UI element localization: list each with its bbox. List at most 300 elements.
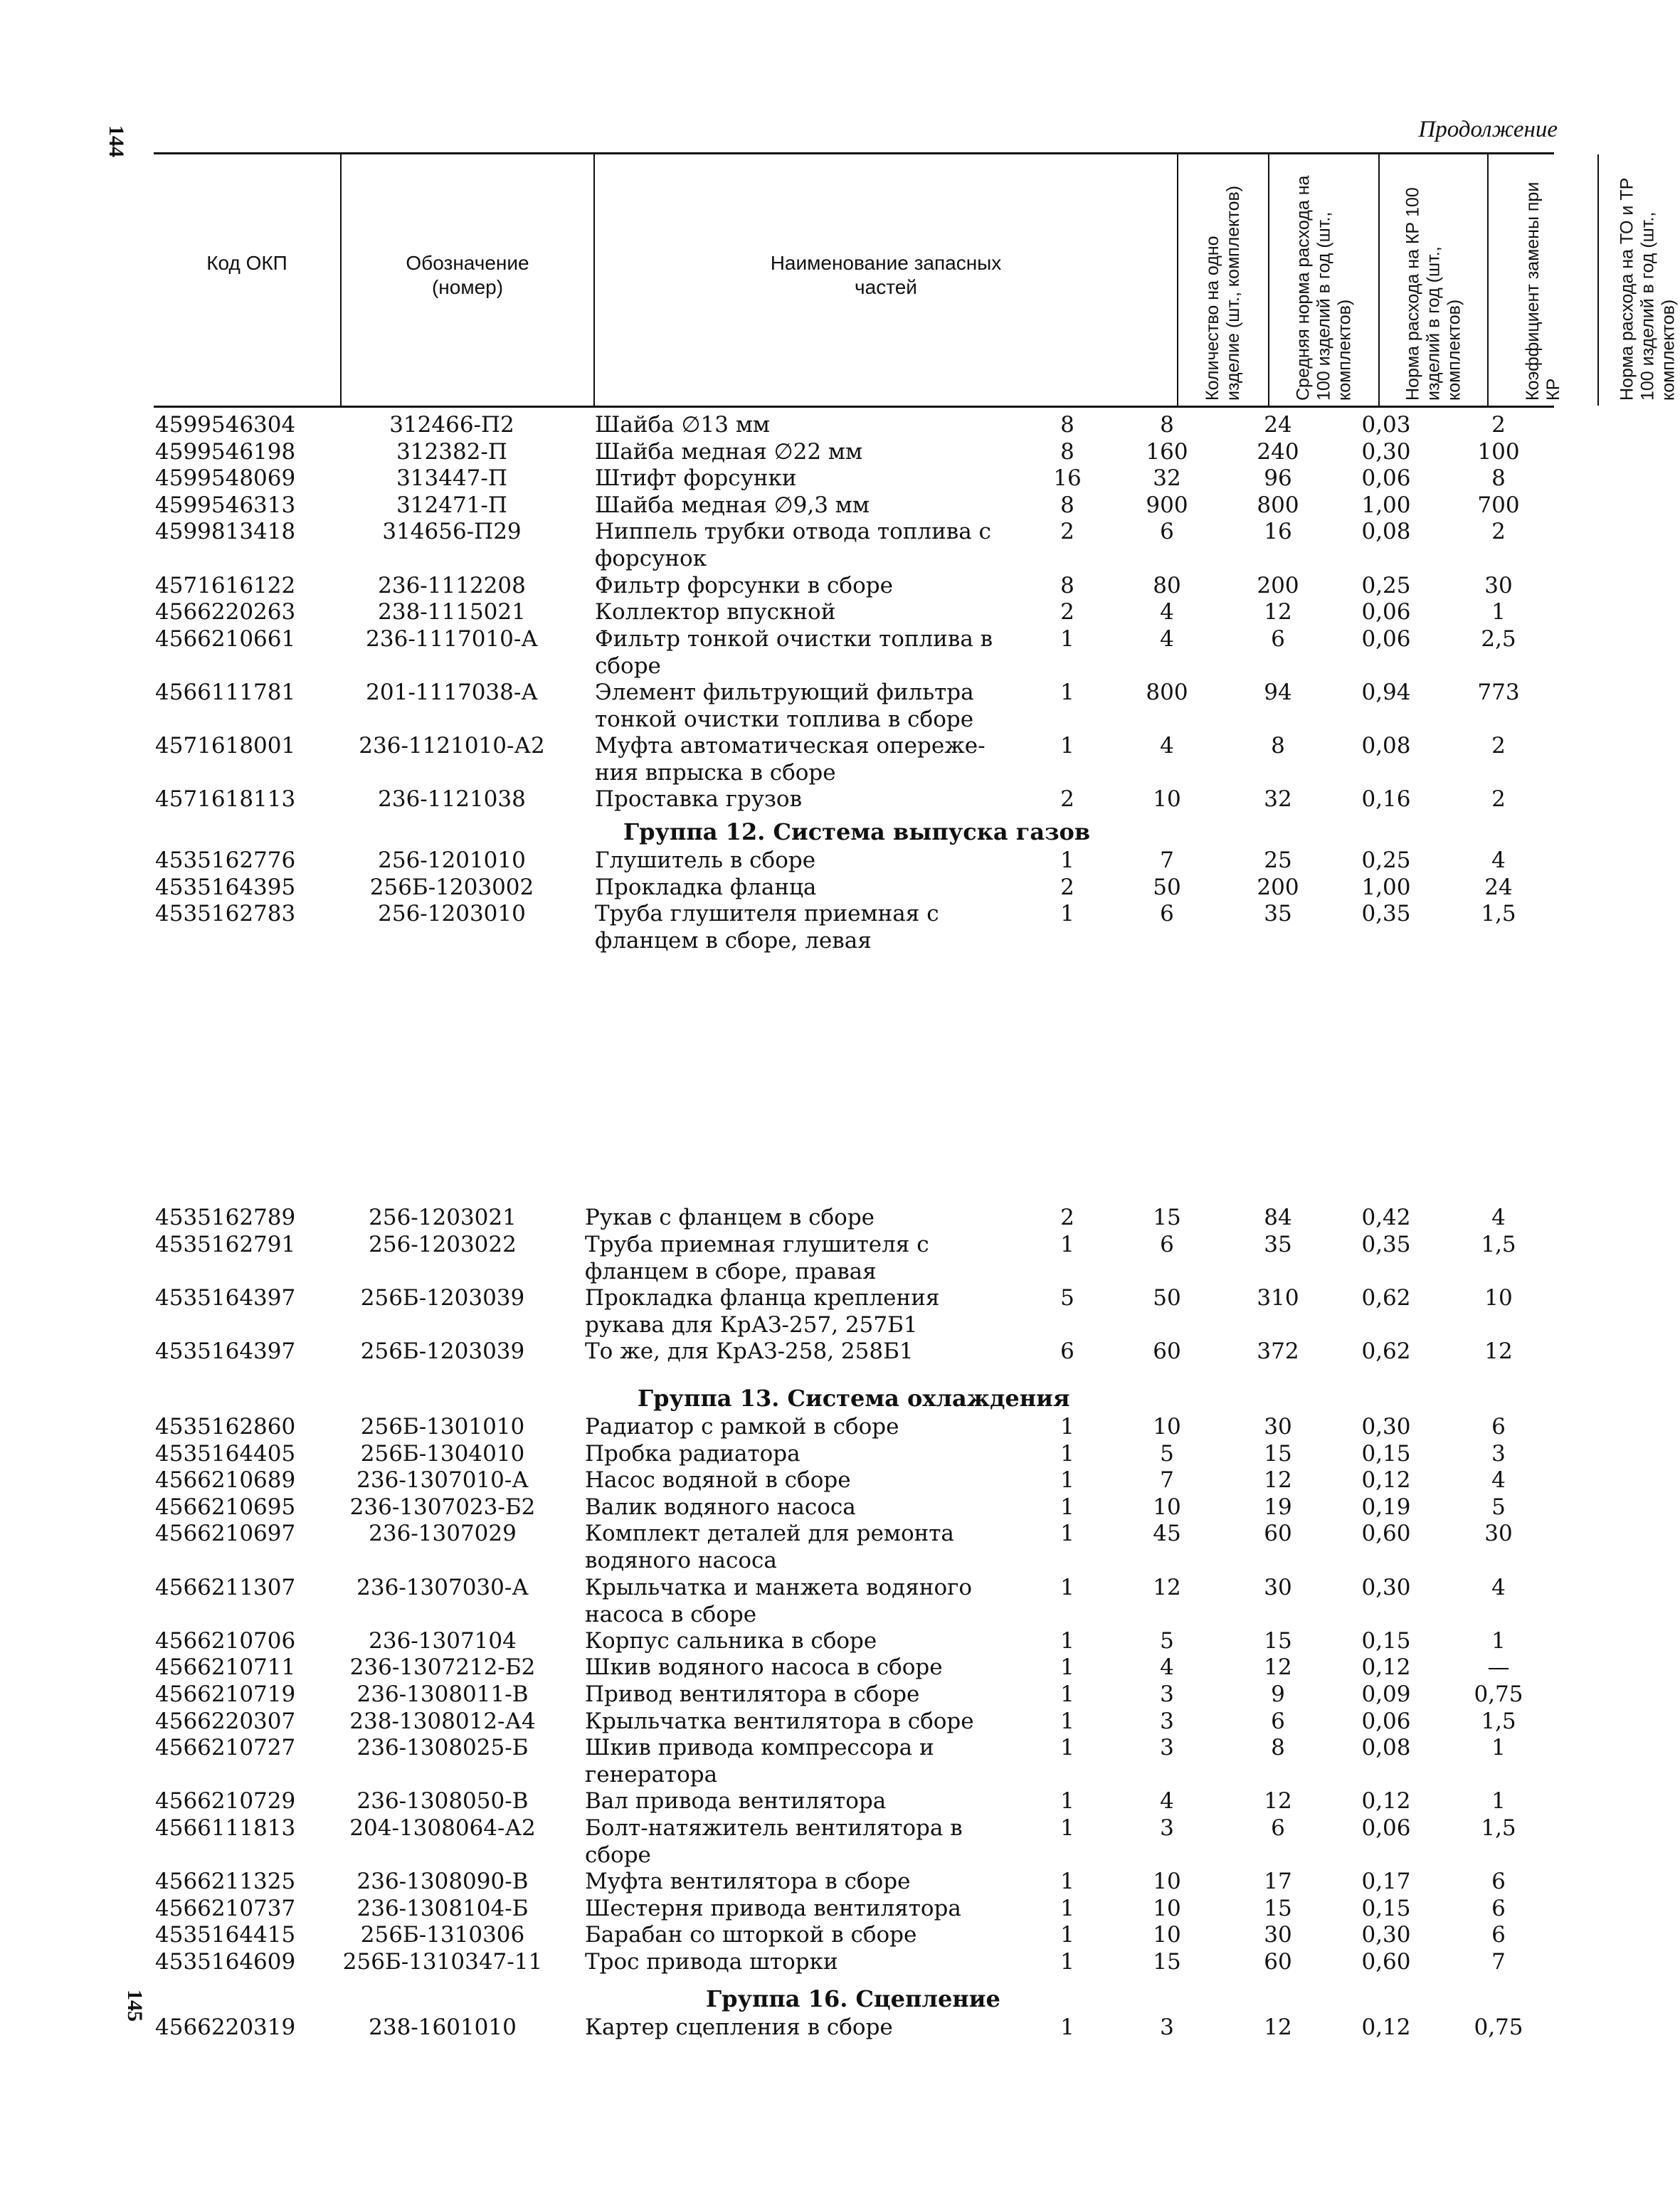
cell-avg-norm: 3: [1160, 1681, 1174, 1707]
cell-part-name: Фильтр форсунки в сборе: [595, 572, 893, 598]
cell-designation: 256-1203021: [369, 1205, 517, 1230]
cell-kr-coef: 0,12: [1361, 1788, 1411, 1815]
cell-qty: 2: [1060, 1205, 1074, 1230]
cell-kr-norm: 30: [1264, 1414, 1292, 1440]
cell-to-norm: 6: [1491, 1414, 1506, 1440]
cell-part-name: Вал привода вентилятора: [585, 1788, 887, 1815]
cell-okp-code: 4566210711: [155, 1654, 296, 1681]
cell-okp-code: 4535164609: [155, 1949, 296, 1975]
cell-part-name: Муфта вентилятора в сборе: [585, 1869, 911, 1895]
cell-avg-norm: 5: [1160, 1440, 1174, 1467]
cell-to-norm: 100: [1477, 438, 1520, 465]
cell-kr-coef: 0,19: [1361, 1494, 1411, 1520]
cell-kr-coef: 0,03: [1361, 412, 1411, 438]
cell-designation: 236-1121038: [378, 786, 526, 813]
cell-kr-norm: 25: [1264, 848, 1292, 873]
cell-part-name: Шестерня привода вентилятора: [585, 1895, 961, 1921]
cell-to-norm: 2: [1491, 786, 1506, 813]
cell-qty: 1: [1060, 1231, 1074, 1257]
cell-qty: 1: [1060, 733, 1074, 759]
cell-designation: 256Б-1310306: [360, 1922, 525, 1948]
cell-kr-coef: 0,12: [1361, 2015, 1411, 2040]
cell-to-norm: 10: [1484, 1284, 1513, 1311]
cell-okp-code: 4535164395: [155, 874, 296, 900]
cell-kr-norm: 16: [1264, 519, 1292, 545]
cell-okp-code: 4566210695: [155, 1494, 296, 1520]
cell-qty: 1: [1060, 1654, 1074, 1681]
cell-qty: 1: [1060, 680, 1074, 705]
cell-qty: 1: [1060, 848, 1074, 873]
cell-to-norm: 30: [1484, 1521, 1513, 1547]
cell-okp-code: 4566210729: [155, 1788, 296, 1815]
cell-part-name: То же, для КрАЗ-258, 258Б1: [585, 1338, 914, 1364]
cell-qty: 1: [1060, 901, 1074, 927]
cell-to-norm: 6: [1491, 1895, 1506, 1921]
cell-kr-norm: 30: [1264, 1922, 1292, 1948]
header-kr-norm: Норма расхода на КР 100 изделий в год (шт., комплектов): [1380, 154, 1489, 406]
cell-to-norm: 6: [1491, 1869, 1506, 1895]
cell-part-name: Прокладка фланца: [595, 874, 817, 900]
cell-qty: 1: [1060, 1735, 1074, 1761]
cell-to-norm: 4: [1491, 1205, 1506, 1230]
cell-kr-norm: 12: [1264, 1788, 1292, 1815]
cell-kr-coef: 0,25: [1361, 572, 1411, 598]
cell-kr-norm: 35: [1264, 1231, 1292, 1257]
cell-part-name: Трос привода шторки: [585, 1949, 838, 1975]
cell-to-norm: 7: [1491, 1949, 1506, 1975]
cell-kr-coef: 0,08: [1361, 1735, 1411, 1761]
cell-okp-code: 4566210719: [155, 1681, 296, 1707]
cell-designation: 236-1307104: [369, 1627, 517, 1654]
cell-okp-code: 4566211325: [155, 1869, 296, 1895]
cell-kr-norm: 12: [1264, 599, 1292, 625]
cell-designation: 236-1121010-А2: [359, 733, 545, 759]
cell-okp-code: 4566210661: [155, 625, 296, 652]
cell-kr-norm: 310: [1257, 1284, 1299, 1311]
cell-avg-norm: 10: [1153, 1494, 1181, 1520]
cell-kr-norm: 15: [1264, 1440, 1292, 1467]
cell-part-name: Крыльчатка вентилятора в сборе: [585, 1708, 974, 1734]
cell-part-name: Пробка радиатора: [585, 1440, 801, 1467]
cell-qty: 8: [1060, 438, 1074, 465]
cell-kr-coef: 0,42: [1361, 1205, 1411, 1230]
cell-avg-norm: 50: [1153, 1284, 1181, 1311]
cell-kr-norm: 15: [1264, 1895, 1292, 1921]
cell-avg-norm: 6: [1160, 519, 1174, 545]
cell-kr-coef: 1,00: [1361, 874, 1411, 900]
cell-part-name: Шайба ∅13 мм: [595, 412, 771, 438]
cell-qty: 1: [1060, 1627, 1074, 1654]
cell-kr-norm: 372: [1257, 1338, 1299, 1364]
cell-to-norm: 2,5: [1481, 625, 1516, 652]
cell-avg-norm: 7: [1160, 1467, 1174, 1494]
cell-qty: 2: [1060, 599, 1074, 625]
cell-okp-code: 4535164397: [155, 1284, 296, 1311]
header-kr-coef: Коэффициент замены при КР: [1489, 154, 1599, 406]
cell-kr-coef: 0,30: [1361, 438, 1411, 465]
cell-kr-coef: 0,06: [1361, 465, 1411, 492]
cell-to-norm: —: [1487, 1654, 1510, 1681]
cell-okp-code: 4571616122: [155, 572, 296, 598]
cell-kr-norm: 6: [1271, 1815, 1285, 1841]
cell-part-name: Труба глушителя приемная с фланцем в сборе, левая: [595, 901, 939, 954]
cell-avg-norm: 4: [1160, 1654, 1174, 1681]
cell-avg-norm: 3: [1160, 1815, 1174, 1841]
cell-part-name: Радиатор с рамкой в сборе: [585, 1414, 899, 1440]
cell-avg-norm: 15: [1153, 1949, 1181, 1975]
cell-kr-coef: 0,94: [1361, 680, 1411, 705]
cell-to-norm: 1: [1491, 599, 1506, 625]
cell-kr-coef: 0,17: [1361, 1869, 1411, 1895]
cell-avg-norm: 50: [1153, 874, 1181, 900]
cell-to-norm: 773: [1477, 680, 1520, 705]
cell-kr-norm: 84: [1264, 1205, 1292, 1230]
cell-designation: 236-1307029: [369, 1521, 517, 1547]
cell-part-name: Элемент фильтрующий фильтра тонкой очистки топлива в сборе: [595, 680, 974, 732]
cell-avg-norm: 10: [1153, 1869, 1181, 1895]
cell-part-name: Валик водяного насоса: [585, 1494, 856, 1520]
cell-designation: 201-1117038-А: [366, 680, 538, 705]
cell-to-norm: 4: [1491, 1467, 1506, 1494]
cell-okp-code: 4566111781: [155, 680, 296, 705]
cell-avg-norm: 10: [1153, 1922, 1181, 1948]
cell-kr-norm: 200: [1257, 572, 1299, 598]
cell-qty: 1: [1060, 1521, 1074, 1547]
cell-part-name: Шкив водяного насоса в сборе: [585, 1654, 943, 1681]
cell-okp-code: 4535164415: [155, 1922, 296, 1948]
cell-kr-coef: 0,12: [1361, 1467, 1411, 1494]
cell-designation: 236-1112208: [378, 572, 526, 598]
cell-to-norm: 24: [1484, 874, 1513, 900]
cell-kr-coef: 0,15: [1361, 1627, 1411, 1654]
cell-okp-code: 4535164405: [155, 1440, 296, 1467]
cell-okp-code: 4566210727: [155, 1735, 296, 1761]
cell-avg-norm: 15: [1153, 1205, 1181, 1230]
cell-kr-coef: 0,60: [1361, 1949, 1411, 1975]
cell-qty: 16: [1053, 465, 1082, 492]
cell-kr-norm: 17: [1264, 1869, 1292, 1895]
cell-avg-norm: 3: [1160, 2015, 1174, 2040]
cell-qty: 1: [1060, 1922, 1074, 1948]
cell-okp-code: 4566210697: [155, 1521, 296, 1547]
cell-to-norm: 1,5: [1481, 1231, 1516, 1257]
cell-to-norm: 1: [1491, 1627, 1506, 1654]
cell-kr-norm: 12: [1264, 2015, 1292, 2040]
cell-kr-norm: 60: [1264, 1521, 1292, 1547]
cell-to-norm: 12: [1484, 1338, 1513, 1364]
cell-designation: 236-1308011-В: [356, 1681, 529, 1707]
header-to-norm: Норма расхода на ТО и ТР 100 изделий в год (шт., комплектов): [1617, 177, 1678, 401]
cell-part-name: Муфта автоматическая опереже-ния впрыска в сборе: [595, 733, 986, 786]
group-13-heading: Группа 13. Система охлаждения: [638, 1385, 1070, 1412]
cell-to-norm: 6: [1491, 1922, 1506, 1948]
cell-part-name: Шайба медная ∅22 мм: [595, 438, 863, 465]
cell-avg-norm: 4: [1160, 625, 1174, 652]
cell-okp-code: 4571618001: [155, 733, 296, 759]
cell-okp-code: 4535162789: [155, 1205, 296, 1230]
cell-part-name: Штифт форсунки: [595, 465, 797, 492]
cell-kr-norm: 96: [1264, 465, 1292, 492]
header-okp-code: Код ОКП: [154, 154, 342, 406]
cell-designation: 238-1308012-А4: [349, 1708, 536, 1734]
cell-to-norm: 1,5: [1481, 901, 1516, 927]
cell-okp-code: 4566220319: [155, 2015, 296, 2040]
cell-kr-norm: 15: [1264, 1627, 1292, 1654]
cell-kr-norm: 30: [1264, 1574, 1292, 1600]
cell-avg-norm: 10: [1153, 786, 1181, 813]
continuation-label: Продолжение: [1418, 117, 1558, 142]
cell-avg-norm: 800: [1146, 680, 1188, 705]
cell-designation: 236-1307023-Б2: [349, 1494, 536, 1520]
cell-to-norm: 2: [1491, 733, 1506, 759]
cell-kr-coef: 0,06: [1361, 1815, 1411, 1841]
cell-part-name: Ниппель трубки отвода топлива с форсунок: [595, 519, 991, 572]
cell-kr-norm: 6: [1271, 1708, 1285, 1734]
header-qty: Количество на одно изделие (шт., комплектов): [1178, 154, 1269, 406]
cell-kr-coef: 0,08: [1361, 519, 1411, 545]
cell-okp-code: 4571618113: [155, 786, 296, 813]
cell-kr-coef: 0,15: [1361, 1895, 1411, 1921]
cell-avg-norm: 10: [1153, 1895, 1181, 1921]
cell-kr-coef: 0,06: [1361, 625, 1411, 652]
cell-designation: 313447-П: [396, 465, 507, 492]
cell-part-name: Болт-натяжитель вентилятора в сборе: [585, 1815, 963, 1868]
cell-part-name: Корпус сальника в сборе: [585, 1627, 877, 1654]
cell-avg-norm: 12: [1153, 1574, 1181, 1600]
cell-designation: 236-1308050-В: [356, 1788, 529, 1815]
cell-qty: 1: [1060, 625, 1074, 652]
cell-to-norm: 0,75: [1474, 2015, 1523, 2040]
cell-kr-norm: 24: [1264, 412, 1292, 438]
cell-qty: 1: [1060, 2015, 1074, 2040]
cell-kr-norm: 8: [1271, 1735, 1285, 1761]
cell-kr-norm: 12: [1264, 1654, 1292, 1681]
cell-kr-norm: 8: [1271, 733, 1285, 759]
cell-designation: 312382-П: [396, 438, 507, 465]
cell-qty: 5: [1060, 1284, 1074, 1311]
cell-kr-norm: 200: [1257, 874, 1299, 900]
cell-avg-norm: 45: [1153, 1521, 1181, 1547]
cell-okp-code: 4566210689: [155, 1467, 296, 1494]
cell-kr-norm: 800: [1257, 492, 1299, 518]
cell-designation: 256-1203022: [369, 1231, 517, 1257]
cell-to-norm: 1,5: [1481, 1815, 1516, 1841]
cell-to-norm: 30: [1484, 572, 1513, 598]
cell-part-name: Комплект деталей для ремонта водяного насоса: [585, 1521, 954, 1574]
cell-part-name: Фильтр тонкой очистки топлива в сборе: [595, 625, 993, 679]
cell-kr-norm: 240: [1257, 438, 1299, 465]
cell-part-name: Труба приемная глушителя с фланцем в сборе, правая: [585, 1231, 929, 1284]
cell-okp-code: 4566111813: [155, 1815, 296, 1841]
cell-kr-norm: 60: [1264, 1949, 1292, 1975]
cell-okp-code: 4599546198: [155, 438, 296, 465]
cell-qty: 1: [1060, 1440, 1074, 1467]
cell-part-name: Шайба медная ∅9,3 мм: [595, 492, 870, 518]
cell-avg-norm: 3: [1160, 1708, 1174, 1734]
group-16-heading: Группа 16. Сцепление: [706, 1985, 1000, 2012]
cell-kr-norm: 19: [1264, 1494, 1292, 1520]
cell-kr-coef: 0,35: [1361, 901, 1411, 927]
cell-designation: 236-1307212-Б2: [349, 1654, 536, 1681]
cell-designation: 312466-П2: [389, 412, 514, 438]
cell-to-norm: 0,75: [1474, 1681, 1523, 1707]
cell-qty: 2: [1060, 519, 1074, 545]
cell-to-norm: 1: [1491, 1788, 1506, 1815]
cell-kr-norm: 35: [1264, 901, 1292, 927]
cell-qty: 1: [1060, 1869, 1074, 1895]
cell-kr-norm: 9: [1271, 1681, 1285, 1707]
cell-avg-norm: 3: [1160, 1735, 1174, 1761]
cell-okp-code: 4599546313: [155, 492, 296, 518]
cell-designation: 256Б-1203002: [369, 874, 534, 900]
cell-avg-norm: 900: [1146, 492, 1188, 518]
cell-avg-norm: 80: [1153, 572, 1181, 598]
cell-kr-coef: 0,62: [1361, 1284, 1411, 1311]
cell-avg-norm: 4: [1160, 1788, 1174, 1815]
header-name: Наименование запасных частей: [595, 154, 1178, 406]
cell-to-norm: 5: [1491, 1494, 1506, 1520]
cell-kr-coef: 0,06: [1361, 599, 1411, 625]
cell-qty: 8: [1060, 492, 1074, 518]
cell-qty: 1: [1060, 1895, 1074, 1921]
cell-qty: 1: [1060, 1708, 1074, 1734]
cell-kr-coef: 0,16: [1361, 786, 1411, 813]
cell-part-name: Крыльчатка и манжета водяного насоса в сборе: [585, 1574, 973, 1627]
cell-part-name: Прокладка фланца крепления рукава для КрАЗ-257, 257Б1: [585, 1284, 940, 1338]
cell-designation: 256Б-1203039: [360, 1338, 525, 1364]
cell-kr-coef: 0,30: [1361, 1414, 1411, 1440]
cell-avg-norm: 5: [1160, 1627, 1174, 1654]
cell-part-name: Привод вентилятора в сборе: [585, 1681, 920, 1707]
cell-okp-code: 4566211307: [155, 1574, 296, 1600]
cell-kr-coef: 0,62: [1361, 1338, 1411, 1364]
cell-qty: 1: [1060, 1949, 1074, 1975]
cell-qty: 1: [1060, 1414, 1074, 1440]
cell-designation: 236-1307010-А: [356, 1467, 529, 1494]
cell-qty: 2: [1060, 874, 1074, 900]
cell-kr-coef: 0,08: [1361, 733, 1411, 759]
cell-okp-code: 4566220263: [155, 599, 296, 625]
cell-to-norm: 8: [1491, 465, 1506, 492]
cell-designation: 238-1601010: [369, 2015, 517, 2040]
cell-qty: 1: [1060, 1788, 1074, 1815]
cell-kr-coef: 0,09: [1361, 1681, 1411, 1707]
cell-kr-coef: 0,30: [1361, 1574, 1411, 1600]
page-number-top: 144: [105, 125, 128, 157]
cell-qty: 1: [1060, 1681, 1074, 1707]
cell-okp-code: 4535162791: [155, 1231, 296, 1257]
cell-avg-norm: 32: [1153, 465, 1181, 492]
cell-kr-coef: 0,30: [1361, 1922, 1411, 1948]
cell-part-name: Глушитель в сборе: [595, 848, 816, 873]
cell-part-name: Проставка грузов: [595, 786, 803, 813]
cell-to-norm: 1: [1491, 1735, 1506, 1761]
cell-to-norm: 4: [1491, 848, 1506, 873]
cell-to-norm: 1,5: [1481, 1708, 1516, 1734]
group-12-heading: Группа 12. Система выпуска газов: [623, 818, 1091, 845]
cell-okp-code: 4566210737: [155, 1895, 296, 1921]
cell-okp-code: 4535164397: [155, 1338, 296, 1364]
cell-designation: 236-1308025-Б: [356, 1735, 529, 1761]
cell-qty: 1: [1060, 1467, 1074, 1494]
cell-part-name: Барабан со шторкой в сборе: [585, 1922, 917, 1948]
cell-okp-code: 4599548069: [155, 465, 296, 492]
cell-avg-norm: 60: [1153, 1338, 1181, 1364]
cell-to-norm: 700: [1477, 492, 1520, 518]
cell-designation: 238-1115021: [378, 599, 526, 625]
cell-okp-code: 4566210706: [155, 1627, 296, 1654]
page-number-bottom: 145: [123, 1990, 147, 2022]
cell-to-norm: 2: [1491, 412, 1506, 438]
cell-qty: 8: [1060, 572, 1074, 598]
cell-kr-norm: 94: [1264, 680, 1292, 705]
cell-okp-code: 4535162860: [155, 1414, 296, 1440]
cell-avg-norm: 6: [1160, 1231, 1174, 1257]
cell-okp-code: 4599546304: [155, 412, 296, 438]
cell-part-name: Коллектор впускной: [595, 599, 836, 625]
cell-kr-norm: 6: [1271, 625, 1285, 652]
cell-designation: 236-1308090-В: [356, 1869, 529, 1895]
cell-avg-norm: 6: [1160, 901, 1174, 927]
cell-designation: 256Б-1304010: [360, 1440, 525, 1467]
cell-designation: 312471-П: [396, 492, 507, 518]
cell-designation: 314656-П29: [382, 519, 522, 545]
cell-to-norm: 3: [1491, 1440, 1506, 1467]
cell-kr-coef: 0,12: [1361, 1654, 1411, 1681]
cell-kr-coef: 0,60: [1361, 1521, 1411, 1547]
cell-part-name: Рукав с фланцем в сборе: [585, 1205, 875, 1230]
cell-designation: 204-1308064-А2: [349, 1815, 536, 1841]
cell-to-norm: 4: [1491, 1574, 1506, 1600]
cell-kr-coef: 1,00: [1361, 492, 1411, 518]
cell-avg-norm: 4: [1160, 599, 1174, 625]
cell-okp-code: 4535162776: [155, 848, 296, 873]
cell-okp-code: 4599813418: [155, 519, 296, 545]
cell-kr-norm: 32: [1264, 786, 1292, 813]
cell-designation: 256Б-1310347-11: [342, 1949, 543, 1975]
cell-designation: 256Б-1301010: [360, 1414, 525, 1440]
cell-okp-code: 4535162783: [155, 901, 296, 927]
cell-kr-coef: 0,25: [1361, 848, 1411, 873]
cell-qty: 1: [1060, 1815, 1074, 1841]
cell-designation: 236-1308104-Б: [356, 1895, 529, 1921]
cell-avg-norm: 7: [1160, 848, 1174, 873]
cell-designation: 256Б-1203039: [360, 1284, 525, 1311]
cell-kr-norm: 12: [1264, 1467, 1292, 1494]
cell-part-name: Картер сцепления в сборе: [585, 2015, 893, 2040]
header-designation: Обозначение (номер): [342, 154, 595, 406]
cell-avg-norm: 160: [1146, 438, 1188, 465]
cell-avg-norm: 4: [1160, 733, 1174, 759]
cell-qty: 8: [1060, 412, 1074, 438]
header-avg-norm: Средняя норма расхода на 100 изделий в год (шт., комплектов): [1269, 154, 1380, 406]
cell-avg-norm: 10: [1153, 1414, 1181, 1440]
cell-qty: 1: [1060, 1574, 1074, 1600]
cell-designation: 256-1203010: [378, 901, 526, 927]
cell-designation: 236-1307030-А: [356, 1574, 529, 1600]
cell-avg-norm: 8: [1160, 412, 1174, 438]
cell-kr-coef: 0,15: [1361, 1440, 1411, 1467]
cell-part-name: Насос водяной в сборе: [585, 1467, 851, 1494]
cell-to-norm: 2: [1491, 519, 1506, 545]
cell-qty: 1: [1060, 1494, 1074, 1520]
table-header: [154, 152, 1678, 408]
cell-kr-coef: 0,35: [1361, 1231, 1411, 1257]
cell-designation: 256-1201010: [378, 848, 526, 873]
cell-okp-code: 4566220307: [155, 1708, 296, 1734]
cell-designation: 236-1117010-А: [366, 625, 538, 652]
cell-qty: 6: [1060, 1338, 1074, 1364]
